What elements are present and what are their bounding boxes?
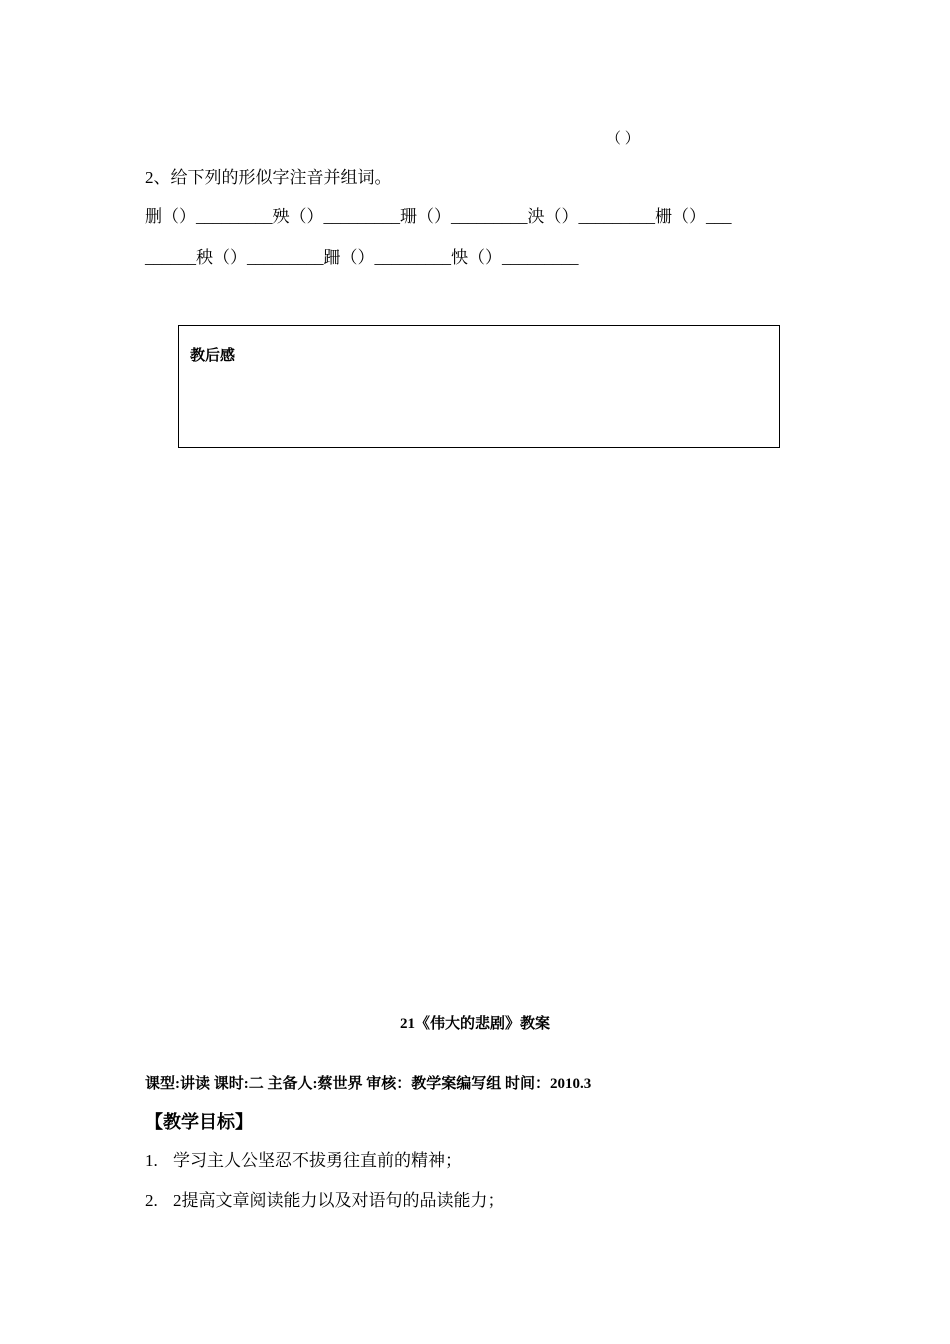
- answer-parenthesis: （ ）: [606, 131, 640, 147]
- question-2-line-2: ______秧（）_________跚（）_________怏（）_________: [145, 248, 579, 267]
- objective-text: 学习主人公坚忍不拔勇往直前的精神；: [173, 1151, 462, 1170]
- objective-number: 2.: [145, 1191, 158, 1210]
- reflection-box-title: 教后感: [190, 348, 236, 364]
- question-2-title: 2、给下列的形似字注音并组词。: [145, 168, 392, 187]
- objective-number: 1.: [145, 1151, 158, 1170]
- question-2-line-1: 删（）_________殃（）_________珊（）_________泱（）_________栅（）___: [145, 207, 732, 226]
- objectives-heading: 【教学目标】: [145, 1112, 253, 1132]
- lesson-title: 21《伟大的悲剧》教案: [399, 1016, 550, 1032]
- objective-item: [145, 1146, 462, 1171]
- lesson-meta: 课型:讲读 课时:二 主备人:蔡世界 审核：教学案编写组 时间：2010.3: [145, 1076, 592, 1092]
- reflection-box: [178, 325, 780, 448]
- objective-item: [145, 1186, 505, 1211]
- objective-text: 2提高文章阅读能力以及对语句的品读能力；: [173, 1191, 505, 1210]
